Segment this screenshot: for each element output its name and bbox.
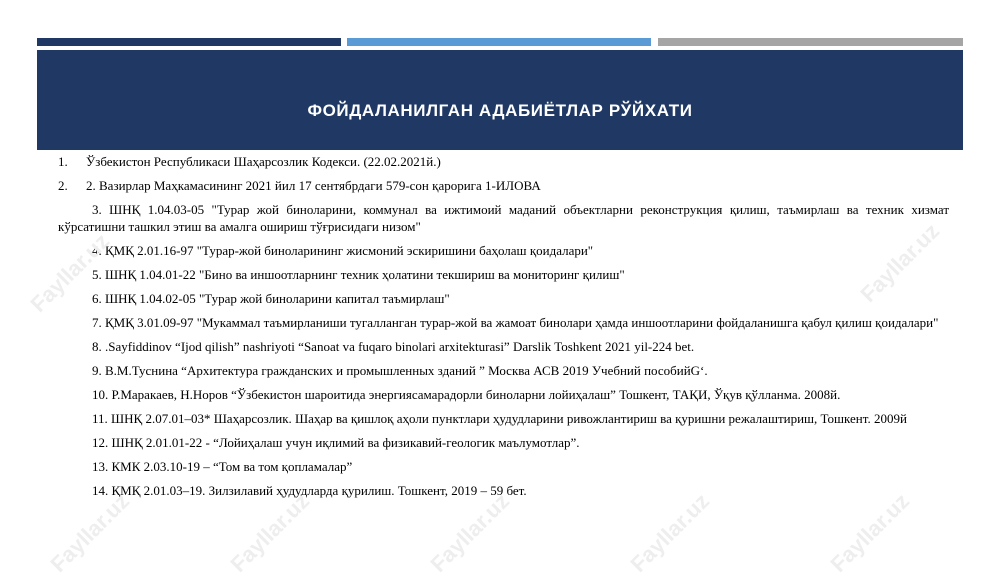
reference-list: [58, 153, 949, 506]
reference-text: Ўзбекистон Республикаси Шаҳарсозлик Кодекси. (22.02.2021й.): [86, 154, 441, 169]
reference-item: 9. В.М.Туснина “Архитектура гражданских и промышленных зданий ” Москва АСВ 2019 Учебний пособийG‘.: [92, 363, 708, 378]
reference-item: 4. ҚМҚ 2.01.16-97 "Турар-жой биноларининг жисмоний эскиришини баҳолаш қоидалари": [92, 243, 594, 258]
reference-item: 7. ҚМҚ 3.01.09-97 "Мукаммал таъмирланиши тугалланган турар-жой ва жамоат бинолари ҳамда иншоотларини фойдаланишга қабул қилиш қоидалари": [92, 315, 939, 330]
watermark: Fayllar.uz: [625, 488, 715, 577]
reference-item: 11. ШНҚ 2.07.01–03* Шаҳарсозлик. Шаҳар ва қишлоқ аҳоли пунктлари ҳудудларини ривожлантириш ва қуришни режалаштириш, Тошкент. 2009й: [92, 411, 907, 426]
watermark: Fayllar.uz: [825, 488, 915, 577]
reference-number: 1.: [58, 154, 68, 169]
watermark: Fayllar.uz: [225, 488, 315, 577]
reference-item: 8. .Sayfiddinov “Ijod qilish” nashriyoti “Sanoat va fuqaro binolari arxitekturasi” Darslik Toshkent 2021 yil-224 bet.: [92, 339, 695, 354]
accent-stripe-right: [658, 38, 963, 46]
reference-item: [58, 177, 949, 194]
watermark: Fayllar.uz: [45, 488, 135, 577]
watermark: Fayllar.uz: [855, 218, 945, 307]
page-title: ФОЙДАЛАНИЛГАН АДАБИЁТЛАР РЎЙХАТИ: [307, 101, 693, 120]
watermark: Fayllar.uz: [25, 228, 115, 317]
reference-item: 6. ШНҚ 1.04.02-05 "Турар жой биноларини капитал таъмирлаш": [92, 291, 450, 306]
watermark: Fayllar.uz: [425, 488, 515, 577]
reference-item: 12. ШНҚ 2.01.01-22 - “Лойиҳалаш учун иқлимий ва физикавий-геологик маълумотлар”.: [92, 435, 580, 450]
accent-stripe-middle: [347, 38, 651, 46]
reference-item: [58, 153, 949, 170]
reference-item: 10. Р.Маракаев, Н.Норов “Ўзбекистон шароитида энергиясамарадорли биноларни лойиҳалаш” Тошкент, ТАҚИ, Ўқув қўлланма. 2008й.: [92, 387, 841, 402]
title-banner: [37, 50, 963, 150]
reference-item: 14. ҚМҚ 2.01.03–19. Зилзилавий ҳудудларда қурилиш. Тошкент, 2019 – 59 бет.: [92, 483, 527, 498]
reference-item: 5. ШНҚ 1.04.01-22 "Бино ва иншоотларнинг техник ҳолатини текшириш ва мониторинг қилиш": [92, 267, 625, 282]
reference-item: 3. ШНҚ 1.04.03-05 "Турар жой биноларини, коммунал ва ижтимоий маданий объектларни реконструкция қилиш, таъмирлаш ва техник хизмат кўрсатишни ташкил этиш ва амалга ошириш тўғрисидаги низом": [58, 202, 949, 234]
reference-number: 2.: [58, 178, 68, 193]
reference-item: 13. КМК 2.03.10-19 – “Том ва том қопламалар”: [92, 459, 353, 474]
reference-text: 2. Вазирлар Маҳкамасининг 2021 йил 17 сентябрдаги 579-сон қарорига 1-ИЛОВА: [86, 178, 541, 193]
accent-stripe-left: [37, 38, 341, 46]
